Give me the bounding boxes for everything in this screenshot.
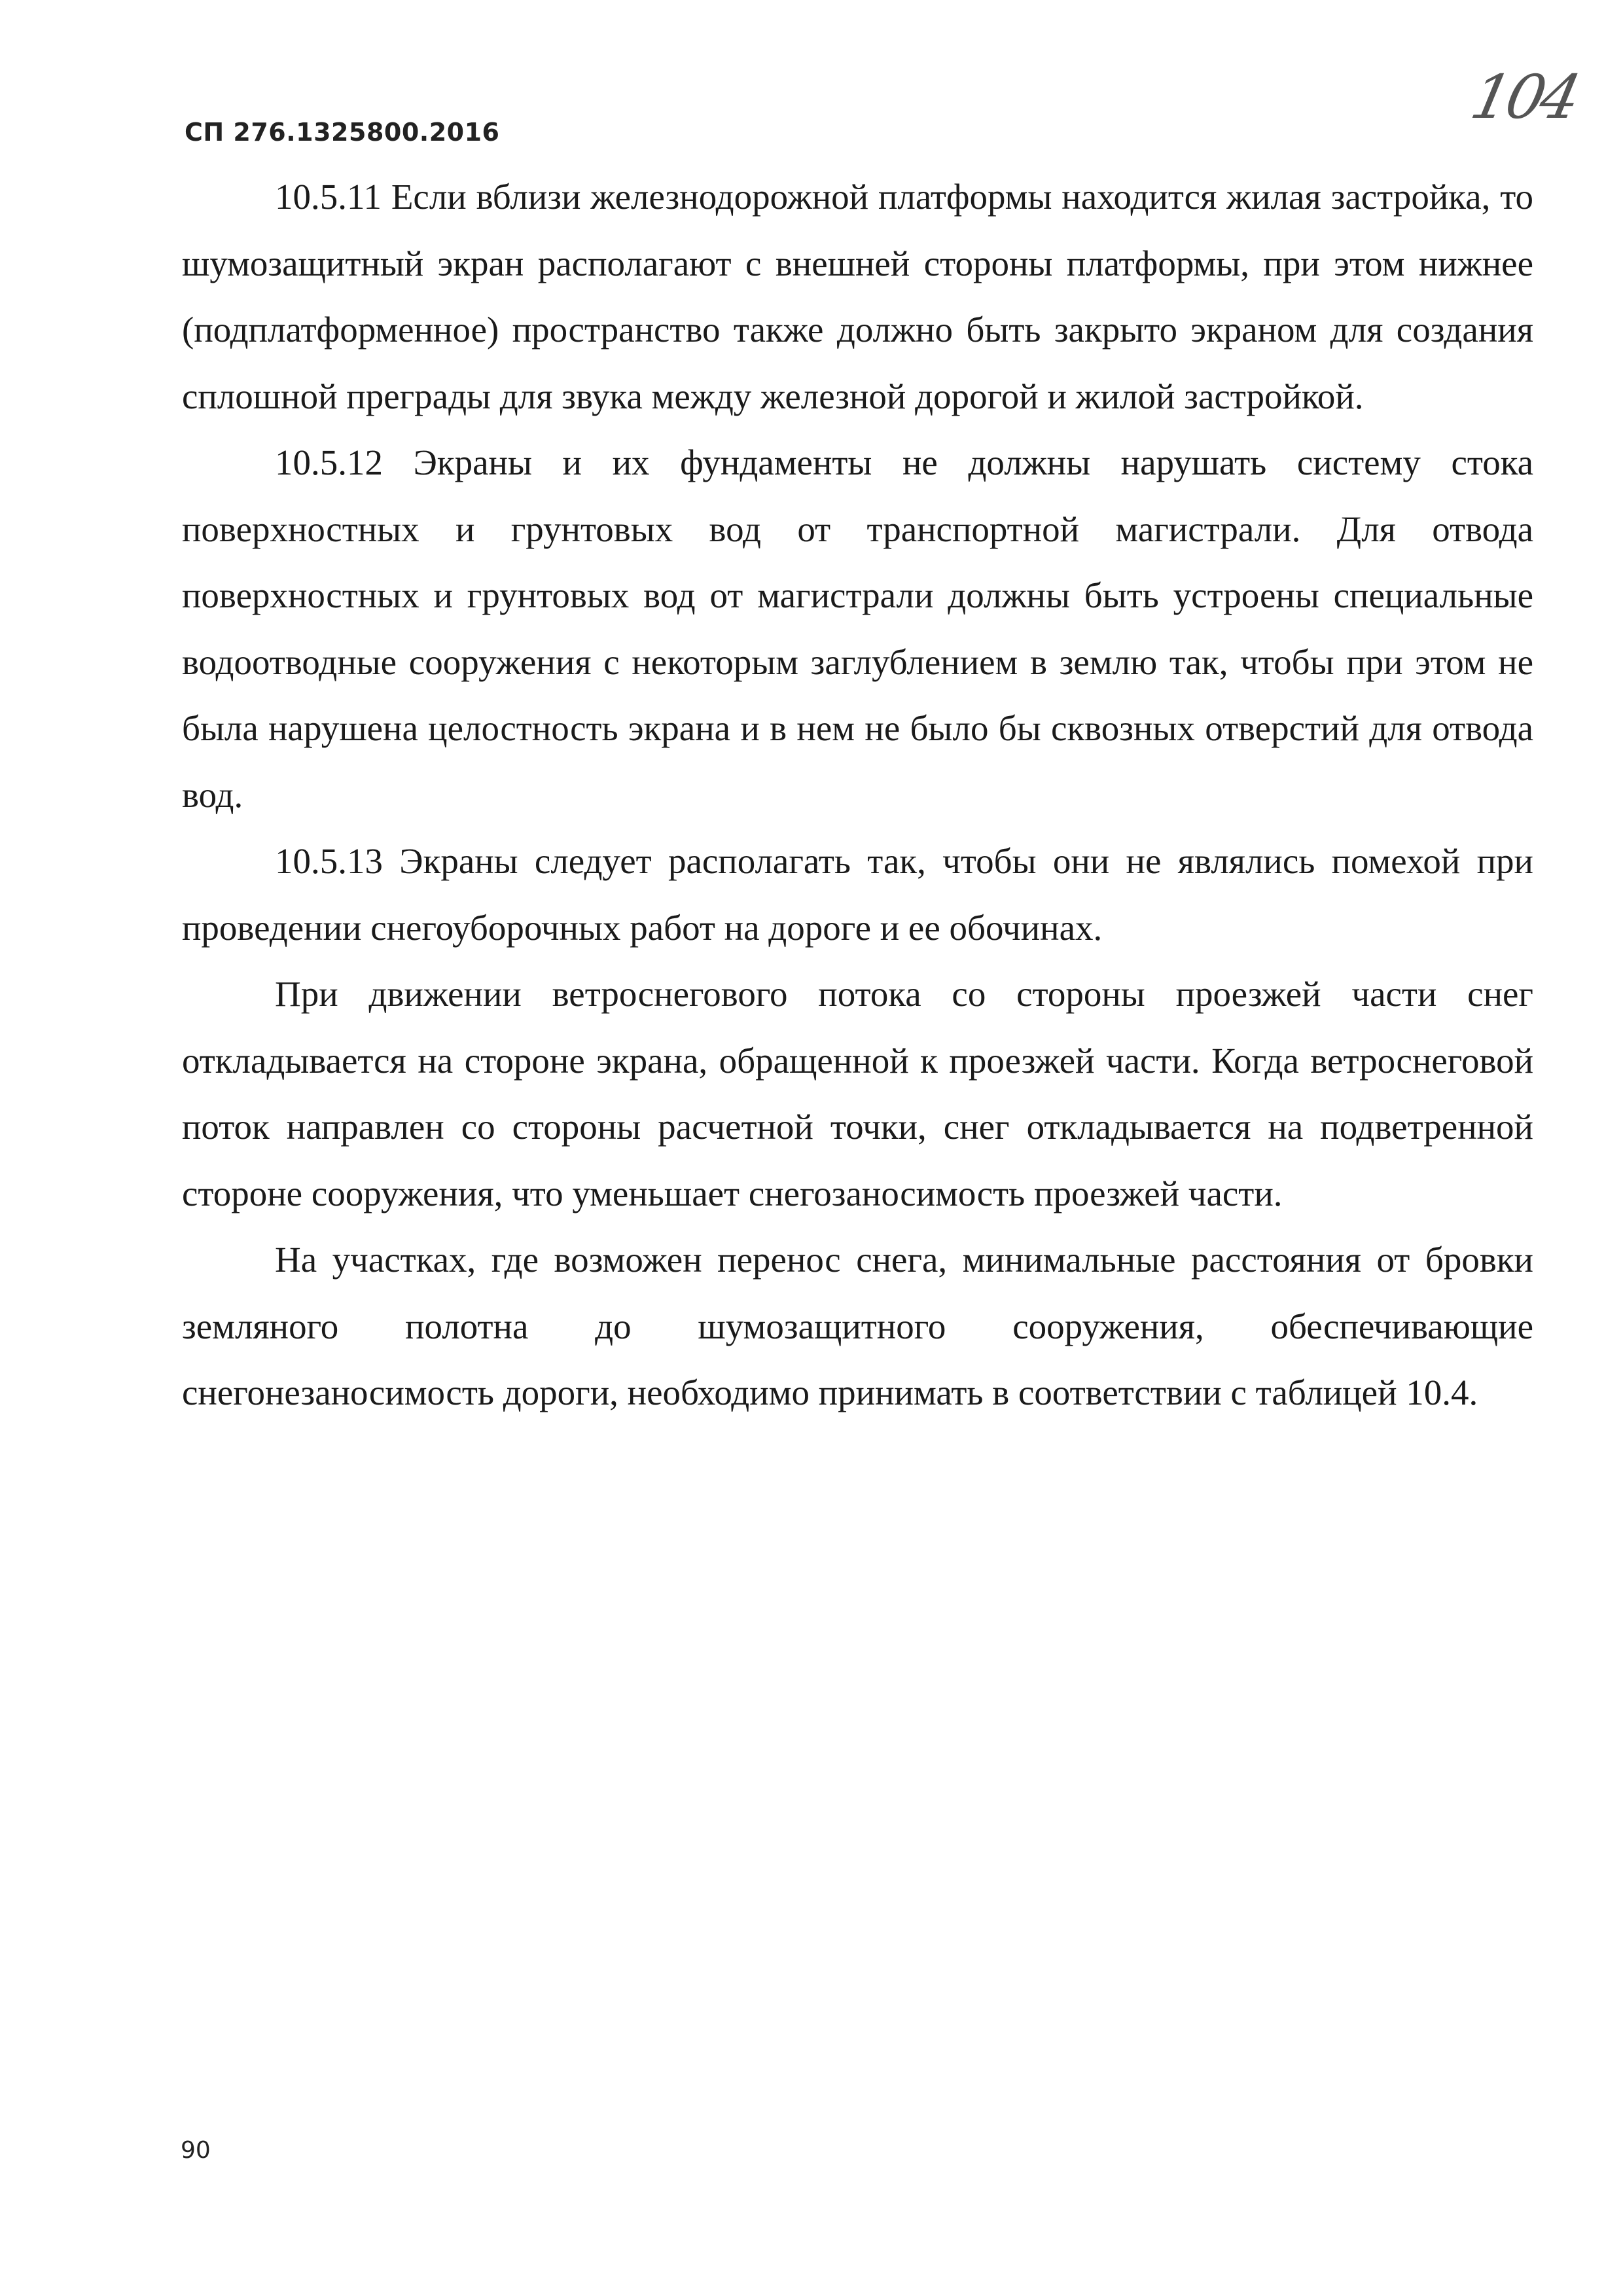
document-code: СП 276.1325800.2016 xyxy=(185,118,500,147)
paragraph-snow-transfer: На участках, где возможен перенос снега, минимальные расстояния от бровки земляного полотна до шумозащитного сооружения, обеспечивающие снегонезаносимость дороги, необходимо принимать в соответствии с таблицей 10.4. xyxy=(182,1240,1533,1412)
handwritten-page-number: 104 xyxy=(1465,62,1583,132)
paragraph-wind-snow-flow: При движении ветроснегового потока со стороны проезжей части снег откладывается на стороне экрана, обращенной к проезжей части. Когда ветроснеговой поток направлен со стороны расчетной точки, снег откладывается на подветренной стороне сооружения, что уменьшает снегозаносимость проезжей части. xyxy=(182,974,1533,1213)
paragraph-10-5-13: 10.5.13 Экраны следует располагать так, чтобы они не являлись помехой при проведении снегоуборочных работ на дороге и ее обочинах. xyxy=(182,841,1533,948)
paragraph-10-5-11: 10.5.11 Если вблизи железнодорожной платформы находится жилая застройка, то шумозащитный экран располагают с внешней стороны платформы, при этом нижнее (подплатформенное) пространство также должно быть закрыто экраном для создания сплошной преграды для звука между железной дорогой и жилой застройкой. xyxy=(182,177,1533,416)
page-number: 90 xyxy=(181,2137,211,2164)
document-body xyxy=(182,164,1533,1426)
paragraph-10-5-12: 10.5.12 Экраны и их фундаменты не должны нарушать систему стока поверхностных и грунтовых вод от транспортной магистрали. Для отвода поверхностных и грунтовых вод от магистрали должны быть устроены специальные водоотводные сооружения с некоторым заглублением в землю так, чтобы при этом не была нарушена целостность экрана и в нем не было бы сквозных отверстий для отвода вод. xyxy=(182,442,1533,815)
